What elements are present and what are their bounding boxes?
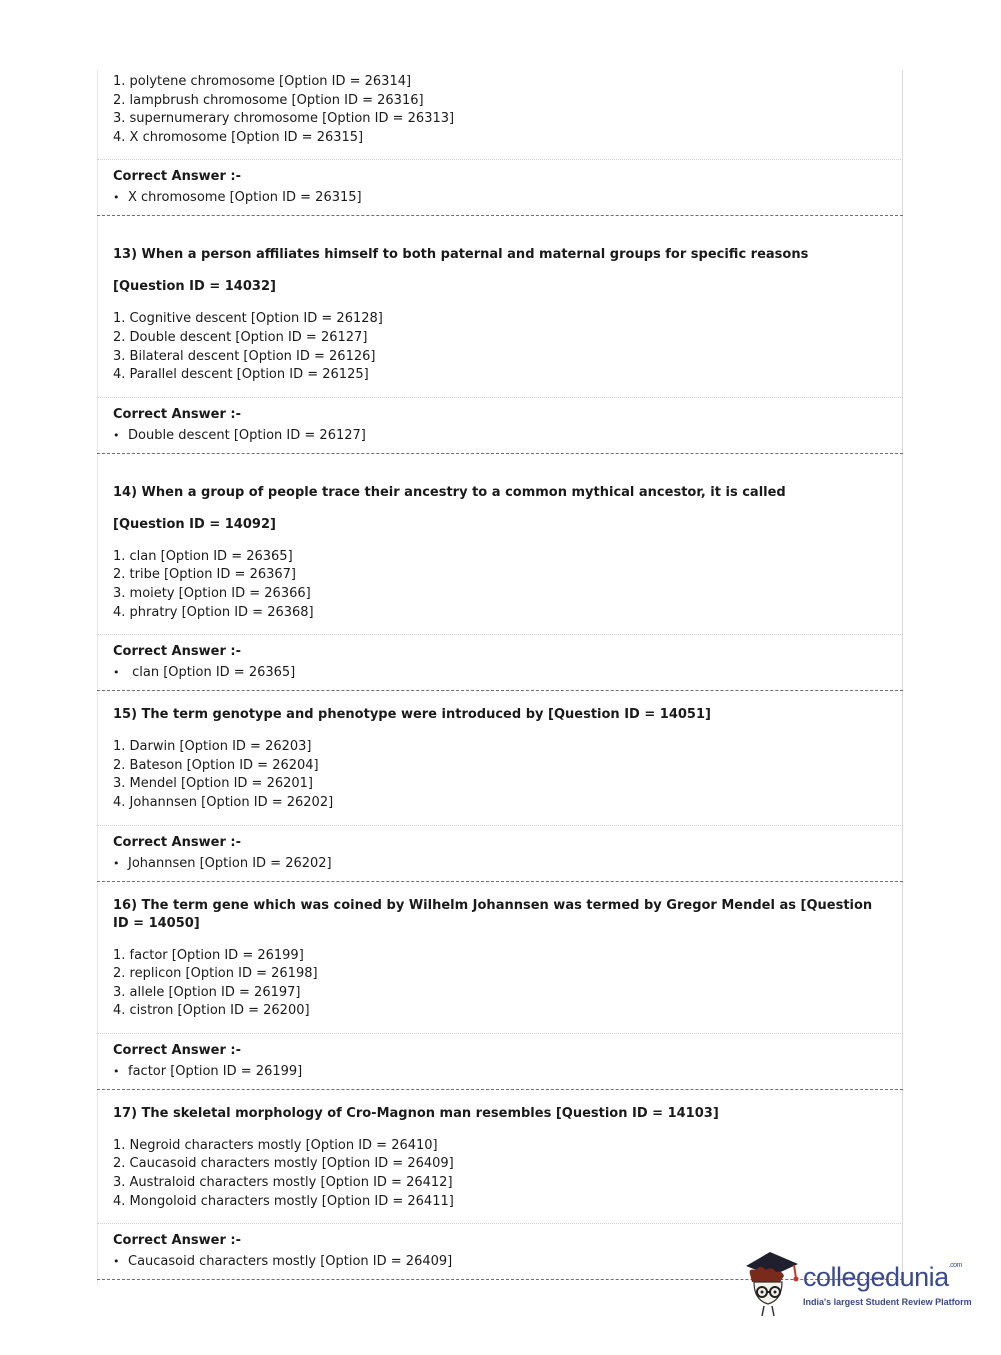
collegedunia-logo — [740, 1248, 980, 1318]
option-list — [97, 933, 903, 1033]
option: 2. lampbrush chromosome [Option ID = 26316] — [113, 92, 424, 108]
correct-answer — [97, 398, 903, 453]
option: 4. phratry [Option ID = 26368] — [113, 604, 314, 620]
bullet-icon: • — [113, 1064, 120, 1078]
bullet-icon: • — [113, 856, 120, 870]
option: 2. tribe [Option ID = 26367] — [113, 567, 296, 583]
question-paper — [97, 70, 903, 1280]
option: 4. X chromosome [Option ID = 26315] — [113, 129, 364, 145]
correct-answer-title: Correct Answer :- — [113, 1042, 241, 1058]
question-id: [Question ID = 14092] — [113, 516, 276, 532]
option: 4. Johannsen [Option ID = 26202] — [113, 794, 334, 810]
question-text: 15) The term genotype and phenotype were introduced by [Question ID = 14051] — [113, 707, 711, 723]
logo-tagline: India's largest Student Review Platform — [803, 1297, 972, 1307]
correct-answer-value: Johannsen [Option ID = 26202] — [128, 855, 332, 871]
correct-answer-value: Double descent [Option ID = 26127] — [128, 427, 366, 443]
correct-answer-value: factor [Option ID = 26199] — [128, 1063, 303, 1079]
option: 4. cistron [Option ID = 26200] — [113, 1003, 310, 1019]
option: 1. factor [Option ID = 26199] — [113, 947, 304, 963]
bullet-icon: • — [113, 191, 120, 205]
question-text: 17) The skeletal morphology of Cro-Magnon man resembles [Question ID = 14103] — [113, 1105, 719, 1121]
option: 4. Mongoloid characters mostly [Option ID = 26411] — [113, 1193, 454, 1209]
option: 3. Bilateral descent [Option ID = 26126] — [113, 348, 376, 364]
question-text: 14) When a group of people trace their ancestry to a common mythical ancestor, it is called — [113, 484, 786, 500]
correct-answer-title: Correct Answer :- — [113, 644, 241, 660]
option: 3. supernumerary chromosome [Option ID = 26313] — [113, 111, 455, 127]
option: 2. Double descent [Option ID = 26127] — [113, 329, 368, 345]
option: 1. polytene chromosome [Option ID = 26314] — [113, 74, 412, 89]
question-text: 13) When a person affiliates himself to both paternal and maternal groups for specific reasons — [113, 247, 809, 263]
option-list — [97, 724, 903, 824]
question-id: [Question ID = 14032] — [113, 279, 276, 295]
option: 2. Caucasoid characters mostly [Option ID = 26409] — [113, 1156, 454, 1172]
option-list — [97, 296, 903, 396]
correct-answer — [97, 160, 903, 215]
bullet-icon: • — [113, 428, 120, 442]
option: 1. Negroid characters mostly [Option ID = 26410] — [113, 1137, 438, 1153]
option: 3. moiety [Option ID = 26366] — [113, 585, 311, 601]
correct-answer-value: clan [Option ID = 26365] — [128, 665, 296, 681]
correct-answer-title: Correct Answer :- — [113, 169, 241, 185]
option: 1. clan [Option ID = 26365] — [113, 548, 293, 564]
option: 1. Darwin [Option ID = 26203] — [113, 739, 312, 755]
bullet-icon: • — [113, 666, 120, 680]
bullet-icon: • — [113, 1255, 120, 1269]
mascot-icon — [740, 1248, 804, 1318]
correct-answer-value: X chromosome [Option ID = 26315] — [128, 190, 362, 206]
correct-answer-value: Caucasoid characters mostly [Option ID = 26409] — [128, 1254, 453, 1270]
option: 1. Cognitive descent [Option ID = 26128] — [113, 311, 383, 327]
option: 3. Australoid characters mostly [Option ID = 26412] — [113, 1175, 453, 1191]
logo-wordmark: collegedunia$^{.com}$ — [803, 1262, 962, 1292]
correct-answer-title: Correct Answer :- — [113, 834, 241, 850]
correct-answer-title: Correct Answer :- — [113, 1233, 241, 1249]
correct-answer — [97, 635, 903, 690]
correct-answer — [97, 826, 903, 881]
option: 2. Bateson [Option ID = 26204] — [113, 757, 319, 773]
option-list — [97, 70, 903, 159]
question-text: 16) The term gene which was coined by Wilhelm Johannsen was termed by Gregor Mendel as [Question ID = 14050] — [113, 897, 873, 931]
option: 3. Mendel [Option ID = 26201] — [113, 776, 314, 792]
option-list — [97, 534, 903, 634]
option: 3. allele [Option ID = 26197] — [113, 984, 301, 1000]
option: 4. Parallel descent [Option ID = 26125] — [113, 367, 369, 383]
correct-answer — [97, 1034, 903, 1089]
option: 2. replicon [Option ID = 26198] — [113, 966, 318, 982]
correct-answer-title: Correct Answer :- — [113, 406, 241, 422]
option-list — [97, 1123, 903, 1223]
